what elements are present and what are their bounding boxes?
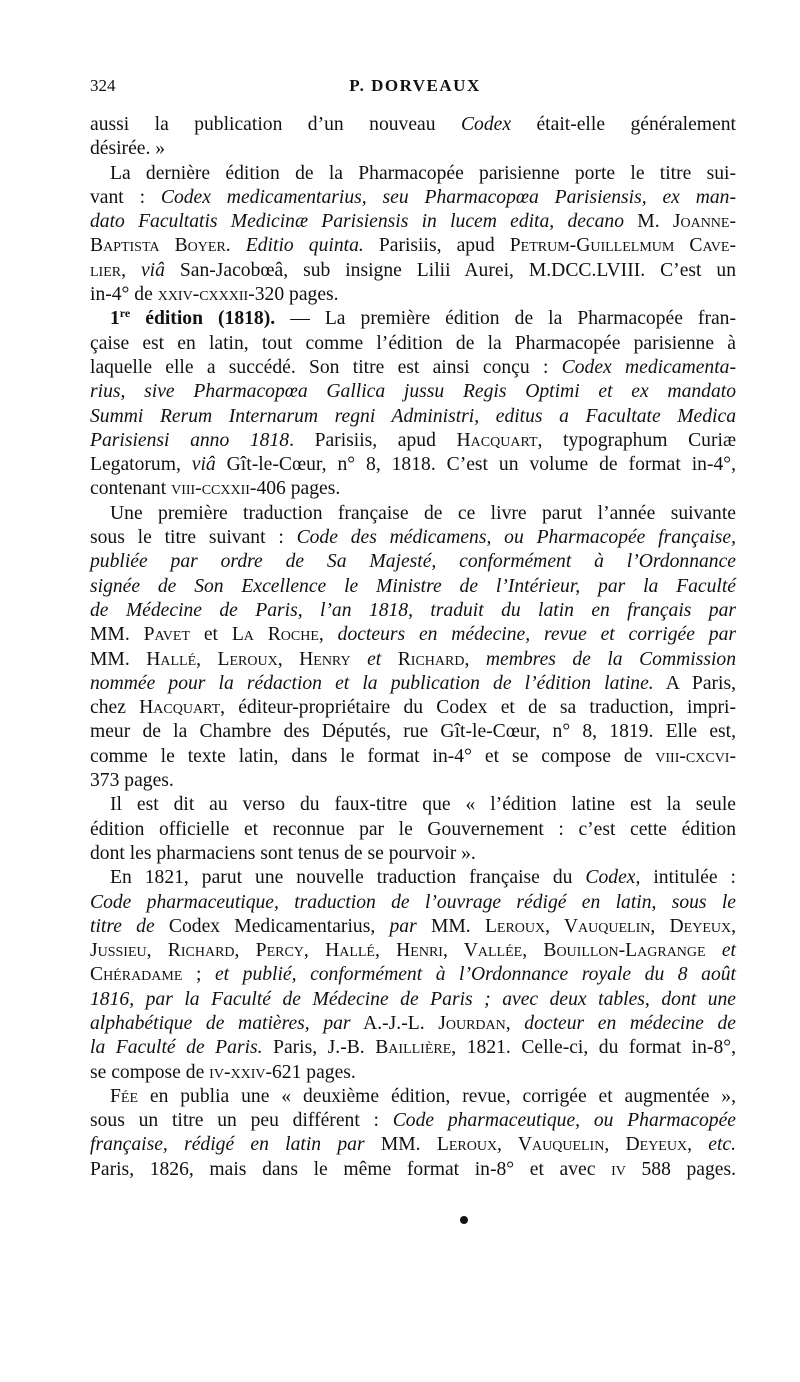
text-line: çaise est en latin, tout comme l’édition de la Pharmacopée parisienne à bbox=[90, 332, 736, 354]
running-head: P. DORVEAUX bbox=[349, 76, 481, 95]
text-line: publiée par ordre de Sa Majesté, conformément à l’Ordonnance bbox=[90, 551, 736, 573]
text-line: Paris, 1826, mais dans le même format in-8° et avec iv 588 pages. bbox=[90, 1158, 737, 1180]
text-line: contenant viii-ccxxii-406 pages. bbox=[90, 478, 341, 500]
text-line: se compose de iv-xxiv-621 pages. bbox=[90, 1061, 356, 1083]
text-line: Code pharmaceutique, traduction de l’ouvrage rédigé en latin, sous le bbox=[90, 891, 736, 913]
text-line: in-4° de xxiv-cxxxii-320 pages. bbox=[90, 284, 339, 306]
text-line: dato Facultatis Medicinæ Parisiensis in lucem edita, decano M. Joanne- bbox=[90, 211, 736, 233]
text-line: 1816, par la Faculté de Médecine de Paris ; avec deux tables, dont une bbox=[90, 988, 736, 1010]
text-line: désirée. » bbox=[90, 138, 166, 160]
text-line: française, rédigé en latin par MM. Leroux, Vauquelin, Deyeux, etc. bbox=[90, 1134, 736, 1156]
text-line: MM. Pavet et La Roche, docteurs en médecine, revue et corrigée par bbox=[90, 624, 736, 646]
text-line: sous le titre suivant : Code des médicamens, ou Pharmacopée française, bbox=[90, 527, 736, 549]
text-line: signée de Son Excellence le Ministre de l’Intérieur, par la Faculté bbox=[90, 575, 736, 597]
text-line: Chéradame ; et publié, conformément à l’Ordonnance royale du 8 août bbox=[90, 964, 736, 986]
text-line: sous un titre un peu différent : Code pharmaceutique, ou Pharmacopée bbox=[90, 1110, 736, 1132]
body-text bbox=[90, 113, 736, 1182]
paragraph-start: Il est dit au verso du faux-titre que « l’édition latine est la seule bbox=[110, 794, 736, 816]
text-line: la Faculté de Paris. Paris, J.-B. Baillière, 1821. Celle-ci, du format in-8°, bbox=[90, 1037, 736, 1059]
text-line: rius, sive Pharmacopœa Gallica jussu Regis Optimi et ex mandato bbox=[90, 381, 736, 403]
text-line: meur de la Chambre des Députés, rue Gît-le-Cœur, n° 8, 1819. Elle est, bbox=[90, 721, 736, 743]
page-header bbox=[90, 76, 740, 100]
text-line: Parisiensi anno 1818. Parisiis, apud Hacquart, typographum Curiæ bbox=[90, 429, 737, 451]
text-line: nommée pour la rédaction et la publication de l’édition latine. A Paris, bbox=[90, 672, 737, 694]
paragraph-start: 1re édition (1818). — La première édition de la Pharmacopée fran- bbox=[110, 306, 736, 330]
text-line: alphabétique de matières, par A.-J.-L. Jourdan, docteur en médecine de bbox=[90, 1012, 736, 1034]
text-line: MM. Hallé, Leroux, Henry et Richard, membres de la Commission bbox=[90, 648, 736, 670]
text-line: Jussieu, Richard, Percy, Hallé, Henri, Vallée, Bouillon-Lagrange et bbox=[90, 940, 736, 962]
paragraph-start: Une première traduction française de ce livre parut l’année suivante bbox=[110, 502, 736, 524]
text-line: édition officielle et reconnue par le Gouvernement : c’est cette édition bbox=[90, 818, 736, 840]
text-line: dont les pharmaciens sont tenus de se pourvoir ». bbox=[90, 842, 476, 864]
text-line: Baptista Boyer. Editio quinta. Parisiis, apud Petrum-Guillelmum Cave- bbox=[90, 235, 736, 257]
text-line: aussi la publication d’un nouveau Codex était-elle généralement bbox=[90, 114, 736, 135]
paragraph-start: En 1821, parut une nouvelle traduction française du Codex, intitulée : bbox=[110, 867, 736, 889]
text-line: lier, viâ San-Jacobœâ, sub insigne Lilii Aurei, M.DCC.LVIII. C’est un bbox=[90, 259, 736, 281]
paragraph-start: La dernière édition de la Pharmacopée parisienne porte le titre sui- bbox=[110, 162, 736, 184]
text-line: titre de Codex Medicamentarius, par MM. Leroux, Vauquelin, Deyeux, bbox=[90, 915, 736, 937]
text-line: Legatorum, viâ Gît-le-Cœur, n° 8, 1818. C’est un volume de format in-4°, bbox=[90, 454, 736, 476]
ink-dot-mark bbox=[460, 1216, 468, 1224]
text-line: vant : Codex medicamentarius, seu Pharmacopœa Parisiensis, ex man- bbox=[90, 186, 736, 208]
text-line: comme le texte latin, dans le format in-4° et se compose de viii-cxcvi- bbox=[90, 745, 736, 767]
text-line: de Médecine de Paris, l’an 1818, traduit du latin en français par bbox=[90, 599, 736, 621]
text-line: chez Hacquart, éditeur-propriétaire du Codex et de sa traduction, impri- bbox=[90, 697, 736, 719]
text-line: Summi Rerum Internarum regni Administri, editus a Facultate Medica bbox=[90, 405, 736, 427]
text-line: 373 pages. bbox=[90, 770, 174, 792]
text-line: laquelle elle a succédé. Son titre est ainsi conçu : Codex medicamenta- bbox=[90, 356, 736, 378]
paragraph-start: Fée en publia une « deuxième édition, revue, corrigée et augmentée », bbox=[110, 1085, 736, 1107]
page-number: 324 bbox=[90, 76, 116, 95]
